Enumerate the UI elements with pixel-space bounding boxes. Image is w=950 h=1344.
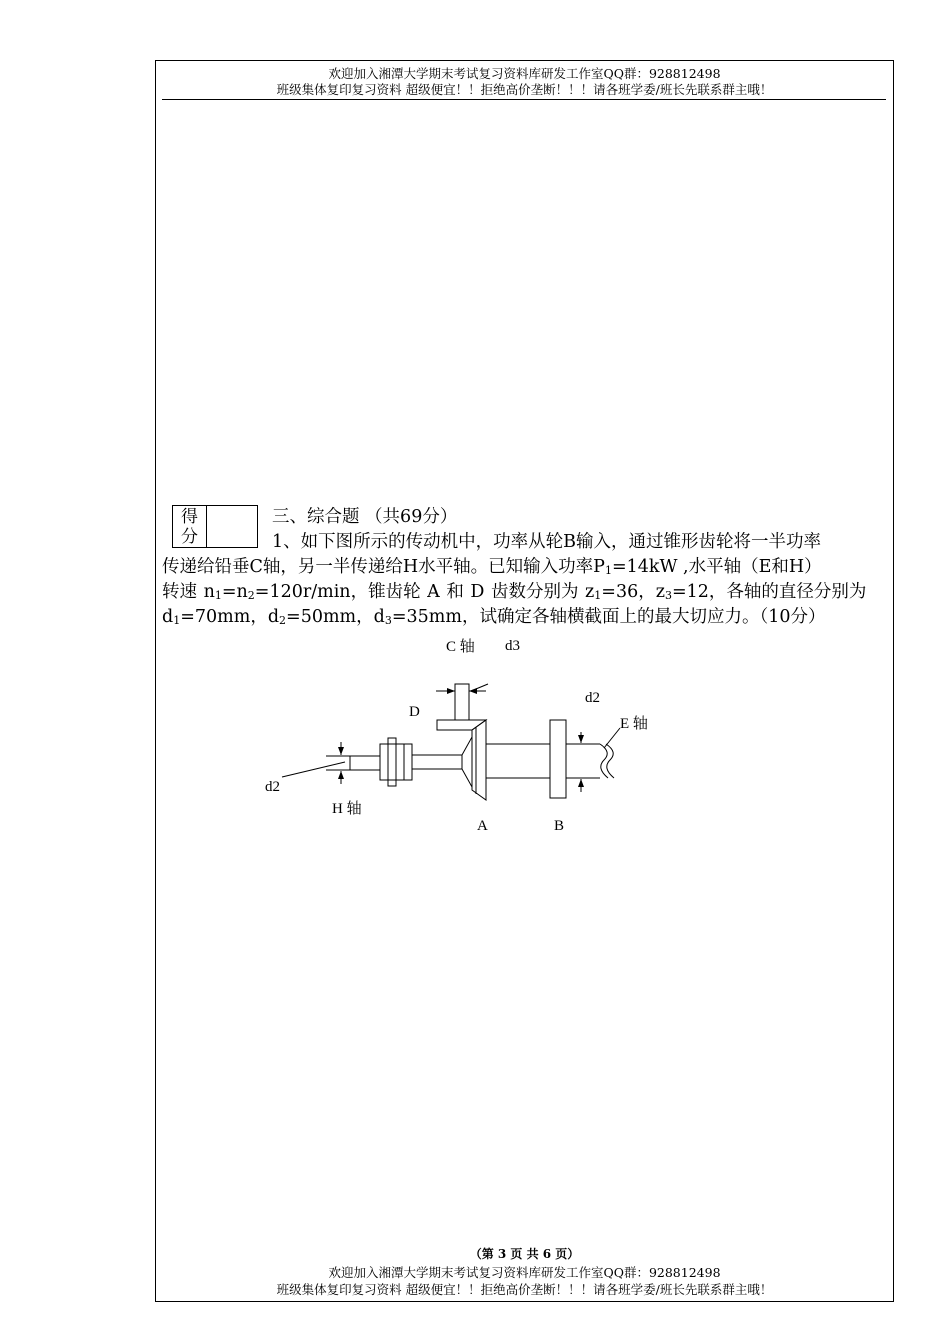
page-number: （第 3 页 共 6 页）	[469, 1247, 580, 1261]
e-shaft-leader	[604, 728, 620, 748]
label-d3: d3	[505, 638, 520, 654]
label-c-shaft: C 轴	[446, 639, 475, 655]
score-label-top: 得	[181, 507, 198, 527]
section-title: 三、综合题 （共69分）	[272, 507, 458, 527]
label-e-shaft: E 轴	[620, 716, 648, 732]
transmission-diagram	[250, 630, 650, 840]
label-d2-left: d2	[265, 779, 280, 795]
e-shaft-break-2	[606, 744, 614, 778]
h-shaft	[412, 755, 462, 769]
h-shaft-coupling-left	[380, 744, 404, 780]
c-shaft	[455, 684, 469, 720]
problem-line-1: 1、如下图所示的传动机中，功率从轮B输入，通过锥形齿轮将一半功率	[272, 532, 821, 552]
label-d2-right: d2	[585, 690, 600, 706]
d2-left-arrow-bottom	[338, 771, 344, 779]
d3-arrow-right	[469, 688, 477, 694]
h-shaft-flange	[388, 738, 396, 786]
gear-b	[550, 720, 566, 798]
problem-line-2: 传递给铅垂C轴，另一半传递给H水平轴。已知输入功率$P_1=14kW$ ,水平轴（E和H）	[162, 557, 822, 577]
problem-line-3: 转速 $n_1=n_2=120r/\min$，锥齿轮 A 和 D 齿数分别为 $z_1=36$，$z_3=12$，各轴的直径分别为	[162, 582, 867, 602]
footer-line-2: 班级集体复印复习资料 超级便宜！！拒绝高价垄断！！！请各班学委/班长先联系群主哦！	[276, 1282, 773, 1297]
label-gear-d: D	[409, 704, 420, 720]
score-box	[172, 505, 258, 548]
e-shaft-break	[600, 744, 608, 778]
e-shaft-left	[486, 744, 550, 778]
gear-d	[437, 720, 486, 730]
d2-left-arrow-top	[338, 747, 344, 755]
header-line-2: 班级集体复印复习资料 超级便宜！！拒绝高价垄断！！！请各班学委/班长先联系群主哦！	[276, 82, 773, 97]
label-h-shaft: H 轴	[332, 801, 362, 817]
h-shaft-end	[350, 756, 380, 770]
h-shaft-coupling-right	[404, 744, 412, 780]
label-gear-a: A	[477, 818, 488, 834]
gear-a	[472, 720, 486, 800]
bevel-gear-taper	[412, 737, 472, 787]
header-rule	[162, 99, 886, 100]
score-label	[173, 506, 207, 547]
problem-line-4: $d_1=70mm$，$d_2=50mm$，$d_3=35mm$，试确定各轴横截面上的最大切应力。（10分）	[162, 607, 826, 627]
d3-arrow-left	[447, 688, 455, 694]
d2-right-arrow-bottom	[578, 779, 584, 787]
header-line-1: 欢迎加入湘潭大学期末考试复习资料库研发工作室QQ群：928812498	[328, 66, 721, 81]
score-label-bottom: 分	[181, 527, 198, 547]
footer-line-1: 欢迎加入湘潭大学期末考试复习资料库研发工作室QQ群：928812498	[328, 1265, 721, 1280]
label-gear-b: B	[554, 818, 565, 834]
d2-right-arrow-top	[578, 735, 584, 743]
